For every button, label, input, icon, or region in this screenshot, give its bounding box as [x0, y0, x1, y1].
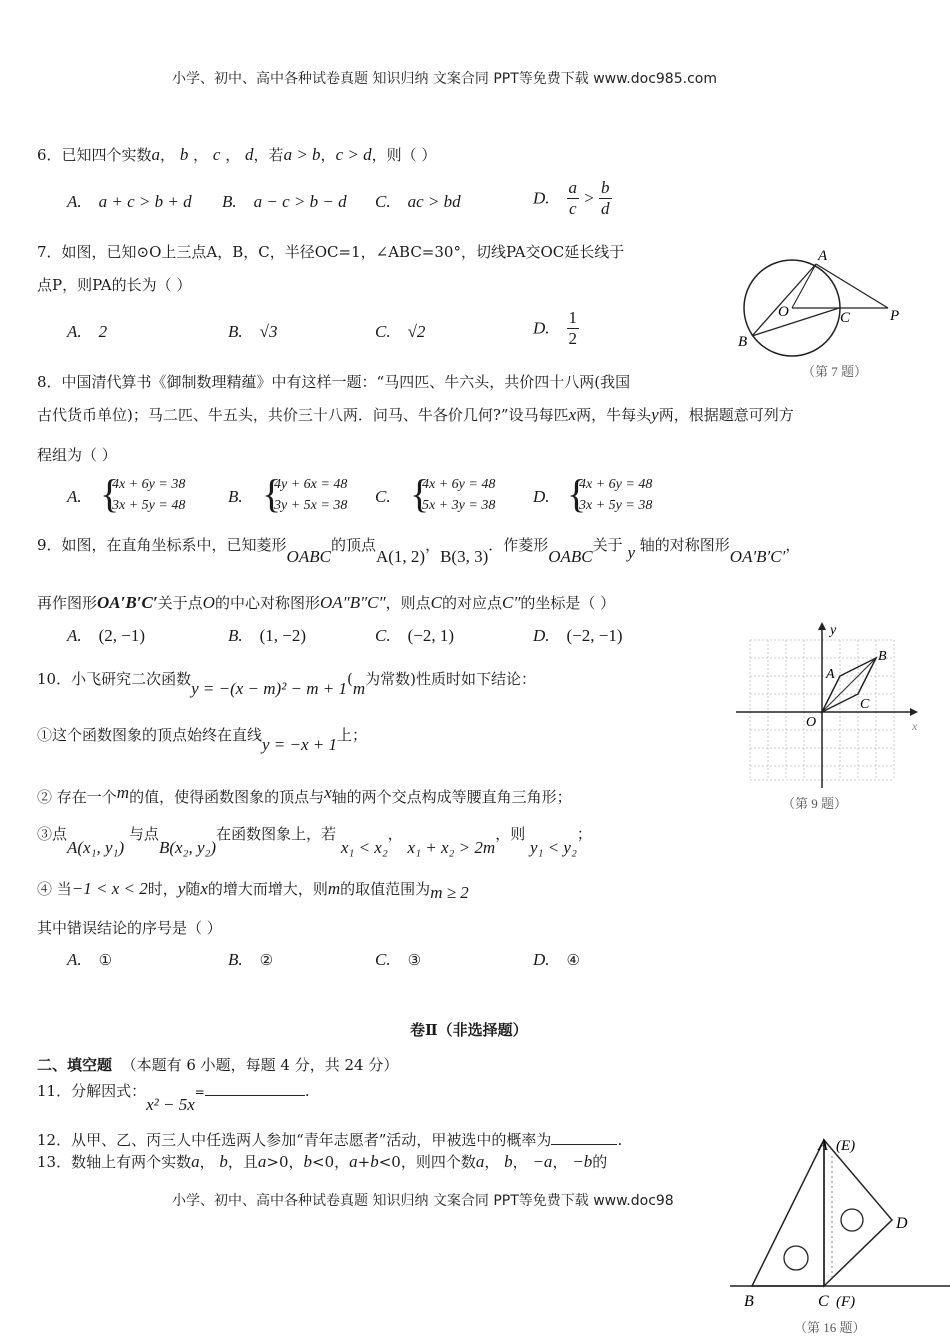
q6-option-a [67, 192, 192, 212]
figure-q7 [730, 238, 920, 388]
option-value: a − c > b − d [253, 192, 347, 211]
triangle-abc [752, 1140, 824, 1286]
label-b: B [878, 649, 887, 664]
q6-cond1: a > b [283, 145, 321, 164]
q9-text: 再作图形 [37, 594, 98, 612]
equation: 3x + 5y = 38 [579, 498, 653, 513]
option-value: √2 [407, 322, 426, 341]
q10-text: 随 [185, 880, 201, 898]
q6-cond2: c > d [335, 145, 372, 164]
q6-comma: ， [320, 146, 336, 164]
q9-text: 的坐标是（ ） [520, 594, 616, 612]
q10-text: ③点 [37, 825, 68, 843]
q9-text: ， [425, 536, 441, 554]
q9-text: 轴的对称图形 [639, 536, 730, 554]
q6-option-b [222, 192, 347, 212]
q13-math: −a [532, 1152, 553, 1171]
option-value: (−2, −1) [566, 626, 623, 645]
label-e: (E) [836, 1138, 856, 1154]
q9-text: 关于 [592, 536, 623, 554]
numerator: a [568, 178, 578, 197]
option-value: 2 [98, 322, 108, 341]
q9-option-c [375, 626, 454, 646]
q10-ask: 其中错误结论的序号是（ ） [37, 919, 222, 937]
hole-right [841, 1209, 863, 1231]
numerator: 1 [568, 308, 578, 327]
q13-math: a [191, 1152, 200, 1171]
q13-text: <0，则四个数 [378, 1153, 476, 1171]
denominator: 2 [568, 329, 578, 348]
q7-line2: 点P，则PA的长为（ ） [37, 276, 192, 294]
q10-text: 的取值范围为 [340, 880, 431, 898]
brace: { [410, 471, 430, 516]
q8-option-c-label: C. [375, 487, 391, 506]
label-c: C [840, 310, 851, 326]
q10-math: y [177, 879, 186, 898]
equation: 4x + 6y = 48 [579, 477, 653, 492]
q10-math: −1 < x < 2 [71, 879, 148, 898]
q13-text: <0， [312, 1153, 350, 1171]
q6-var-b: b [179, 145, 189, 164]
q9-text: 的中心对称图形 [214, 594, 320, 612]
denominator: c [569, 199, 577, 218]
q9-line2 [37, 592, 615, 613]
q10-option-a [67, 950, 112, 970]
section-title: 二、填空题 [37, 1056, 113, 1074]
label-a: A [818, 1137, 828, 1154]
brace: { [100, 471, 120, 516]
option-label: D. [533, 318, 550, 338]
gt-sign: > [583, 188, 595, 208]
q13 [37, 1151, 607, 1172]
option-value: (1, −2) [259, 626, 307, 645]
q10-math: y₁ < y₂ [529, 838, 577, 857]
label-c: C [818, 1293, 829, 1310]
q9-text: ．作菱形 [488, 536, 549, 554]
q10-text: ④ 当 [37, 880, 72, 898]
figure-caption: （第 9 题） [782, 796, 848, 811]
option-label: B. [228, 322, 243, 341]
q10-statement-4 [37, 878, 469, 902]
q9-option-a [67, 626, 145, 646]
brace: { [262, 471, 282, 516]
q9-text: 的对应点 [441, 594, 502, 612]
q13-math: b [219, 1152, 228, 1171]
q11-math: x² − 5x [146, 1095, 195, 1114]
option-label: C. [375, 626, 391, 645]
q6-text-b: ，若 [253, 146, 284, 164]
q9-text: ，则点 [385, 594, 431, 612]
q8-var-y: y [651, 405, 659, 424]
q8-text: 两，根据题意可列方 [658, 406, 794, 424]
option-label: A. [67, 626, 82, 645]
q10-math: m [352, 679, 366, 698]
q10-text: ② 存在一个 [37, 788, 117, 806]
q6-text-c: ，则（ ） [371, 146, 437, 164]
q6-comma: ， [193, 146, 209, 164]
numerator: b [601, 178, 610, 197]
option-value: (2, −1) [98, 626, 146, 645]
q8-text: 古代货币单位)；马二匹、牛五头，共价三十八两．问马、牛各价几何?”设马每匹 [37, 406, 569, 424]
q6-comma: ， [225, 146, 241, 164]
label-d: D [896, 1215, 908, 1232]
option-label: C. [375, 950, 391, 969]
q9-math: OABC [548, 547, 593, 566]
q10-math: B(x₂, y₂) [158, 838, 217, 857]
q11-end: . [304, 1082, 310, 1100]
section-description: （本题有 6 小题，每题 4 分，共 24 分） [121, 1056, 399, 1074]
q10-option-c [375, 950, 421, 970]
label-y: y [830, 623, 837, 638]
q10-statement-1 [37, 724, 368, 754]
q9-math: C [430, 593, 442, 612]
q10-text: ， [387, 825, 403, 843]
q10-math: m ≥ 2 [430, 883, 469, 902]
q9-math: OA″B″C″ [319, 593, 386, 612]
option-label: D. [533, 950, 550, 969]
q7-option-a [67, 322, 107, 342]
q9-text: ， [785, 536, 801, 554]
q8-option-d-system [567, 471, 653, 516]
q10-math: x₁ < x₂ [340, 838, 388, 857]
option-value: ② [259, 953, 274, 969]
q11-eq: = [194, 1085, 205, 1099]
q9-math: OA′B′C′ [97, 593, 158, 612]
q8-option-d-label: D. [533, 487, 550, 506]
q10-line1 [37, 668, 536, 700]
figure-q9 [730, 618, 920, 818]
q6-var-d: d [245, 145, 254, 164]
q13-math: −b [572, 1152, 593, 1171]
figure-caption: （第 16 题） [794, 1320, 866, 1335]
option-label: D. [533, 626, 550, 645]
q13-math: b [303, 1152, 313, 1171]
q10-math: m [116, 783, 130, 802]
label-o: O [806, 715, 817, 730]
label-o: O [778, 304, 789, 320]
option-value: ③ [407, 953, 422, 969]
q8-line2 [37, 404, 794, 425]
option-label: A. [67, 950, 82, 969]
q10-text: ( [347, 670, 353, 688]
q13-text: ， [484, 1153, 500, 1171]
equation: 5x + 3y = 38 [422, 498, 496, 513]
brace: { [567, 471, 587, 516]
q10-text: 在函数图象上，若 [216, 825, 337, 843]
q13-text: 13．数轴上有两个实数 [37, 1153, 192, 1171]
q13-math: b [504, 1152, 513, 1171]
equation: 4x + 6y = 38 [112, 477, 186, 492]
option-label: B. [228, 626, 243, 645]
q10-text: 为常数)性质时如下结论： [365, 670, 537, 688]
option-value: ac > bd [407, 192, 461, 211]
q9-math: C″ [501, 593, 521, 612]
segment-ap [816, 264, 888, 308]
label-a: A [826, 667, 835, 682]
q9-text: 关于点 [157, 594, 203, 612]
equation: 3y + 5x = 38 [274, 498, 348, 513]
q6-var-a: a [151, 145, 161, 164]
q12 [37, 1129, 622, 1150]
q6-stem [37, 144, 436, 165]
label-p: P [890, 308, 900, 324]
fraction [599, 178, 612, 219]
q7-option-c [375, 322, 425, 342]
fraction [567, 178, 580, 219]
q9-text: 的顶点 [330, 536, 376, 554]
part2-title: 卷Ⅱ（非选择题） [410, 1021, 528, 1039]
q6-option-c [375, 192, 461, 212]
option-value: a + c > b + d [98, 192, 192, 211]
option-label: B. [222, 192, 237, 211]
q12-end: . [617, 1131, 623, 1149]
q9-math: OA′B′C′ [729, 547, 786, 566]
figure-caption: （第 7 题） [802, 364, 868, 379]
equation: 4y + 6x = 48 [274, 477, 348, 492]
option-value: (−2, 1) [407, 626, 455, 645]
q10-math: x [200, 879, 208, 898]
y-axis-arrow [818, 622, 826, 630]
q10-text: ，则 [495, 825, 526, 843]
q9-option-d [533, 626, 623, 646]
q10-text: ； [576, 825, 592, 843]
q13-text: ， [512, 1153, 528, 1171]
q10-text: 10．小飞研究二次函数 [37, 670, 192, 688]
page-header: 小学、初中、高中各种试卷真题 知识归纳 文案合同 PPT等免费下载 www.doc985.com [172, 71, 717, 87]
equation: 4x + 6y = 48 [422, 477, 496, 492]
fraction [567, 308, 580, 349]
q10-text: ①这个函数图象的顶点始终在直线 [37, 726, 263, 744]
q6-option-d [533, 178, 612, 219]
q9-line1 [37, 534, 800, 570]
q10-math: m [327, 879, 341, 898]
label-b: B [744, 1293, 754, 1310]
denominator: d [601, 199, 610, 218]
option-label: D. [533, 188, 550, 208]
q10-math: x [324, 783, 332, 802]
q11-answer-blank[interactable] [205, 1095, 305, 1096]
q10-option-d [533, 950, 580, 970]
page-footer: 小学、初中、高中各种试卷真题 知识归纳 文案合同 PPT等免费下载 www.doc98 [172, 1193, 674, 1209]
option-value: ① [98, 953, 113, 969]
equation: 3x + 5y = 48 [112, 498, 186, 513]
q10-statement-3 [37, 823, 592, 857]
q10-math: A(x₁, y₁) [67, 838, 125, 857]
q8-line3: 程组为（ ） [37, 446, 117, 464]
q10-text: 时， [147, 880, 178, 898]
q10-text: 的值，使得函数图象的顶点与 [129, 788, 325, 806]
section-heading [37, 1054, 398, 1075]
q10-text: 轴的两个交点构成等腰直角三角形； [331, 788, 572, 806]
q12-answer-blank[interactable] [551, 1144, 617, 1145]
q13-math: a [257, 1152, 267, 1171]
q8-line1: 8．中国清代算书《御制数理精蕴》中有这样一题：“马四匹、牛六头，共价四十八两(我国 [37, 373, 631, 391]
label-f: (F) [836, 1294, 856, 1310]
q9-math: y [627, 543, 635, 562]
q13-math: a [349, 1152, 358, 1171]
q6-comma: ， [160, 146, 176, 164]
q8-option-b-system [262, 471, 348, 516]
q9-text: 9．如图，在直角坐标系中，已知菱形 [37, 536, 287, 554]
q10-math: y = −(x − m)² − m + 1 [191, 679, 348, 698]
q13-math: b [370, 1152, 379, 1171]
q13-text: ，且 [227, 1153, 258, 1171]
q6-var-c: c [212, 145, 221, 164]
q7-option-b [228, 322, 277, 342]
q6-text-a: 6．已知四个实数 [37, 146, 152, 164]
figure-q16 [728, 1132, 950, 1344]
q10-option-b [228, 950, 273, 970]
q13-text: + [357, 1153, 371, 1171]
q13-text: ， [199, 1153, 215, 1171]
q13-math: a [475, 1152, 485, 1171]
option-label: C. [375, 322, 391, 341]
option-value: ④ [566, 953, 580, 969]
q10-text: 上； [337, 726, 368, 744]
label-b: B [738, 334, 748, 350]
q9-math: B(3, 3) [440, 547, 489, 566]
set-square-edf [824, 1140, 892, 1286]
q10-statement-2 [37, 783, 572, 807]
label-x: x [912, 719, 918, 733]
q7-line1: 7．如图，已知⊙O上三点A，B，C，半径OC=1，∠ABC=30°，切线PA交OC延长线于 [37, 243, 625, 261]
q8-option-c-system [410, 471, 496, 516]
q10-text: 与点 [128, 825, 159, 843]
q8-option-a-label: A. [67, 487, 82, 506]
hole-left [784, 1246, 808, 1270]
q9-math: O [202, 593, 215, 612]
q11-text: 11．分解因式： [37, 1082, 147, 1100]
q8-option-a-system [100, 471, 186, 516]
q10-math: x₁ + x₂ > 2m [407, 838, 496, 857]
q11 [37, 1080, 310, 1114]
label-a: A [818, 248, 828, 264]
option-value: √3 [259, 322, 278, 341]
q8-var-x: x [568, 405, 577, 424]
option-label: A. [67, 322, 82, 341]
option-label: A. [67, 192, 82, 211]
q9-option-b [228, 626, 306, 646]
option-label: C. [375, 192, 391, 211]
q9-math: A(1, 2) [375, 547, 426, 566]
q7-option-d [533, 308, 579, 349]
q8-option-b-label: B. [228, 487, 243, 506]
q13-text: >0， [266, 1153, 304, 1171]
x-axis-arrow [910, 708, 918, 716]
q8-text: 两，牛每头 [576, 406, 652, 424]
q13-text: ， [552, 1153, 568, 1171]
q13-text: 的 [592, 1153, 608, 1171]
q10-text: 的增大而增大，则 [207, 880, 328, 898]
q10-math: y = −x + 1 [262, 735, 338, 754]
q12-text: 12．从甲、乙、丙三人中任选两人参加“青年志愿者”活动，甲被选中的概率为 [37, 1131, 552, 1149]
option-label: B. [228, 950, 243, 969]
q9-math: OABC [286, 547, 331, 566]
label-c: C [860, 697, 870, 712]
